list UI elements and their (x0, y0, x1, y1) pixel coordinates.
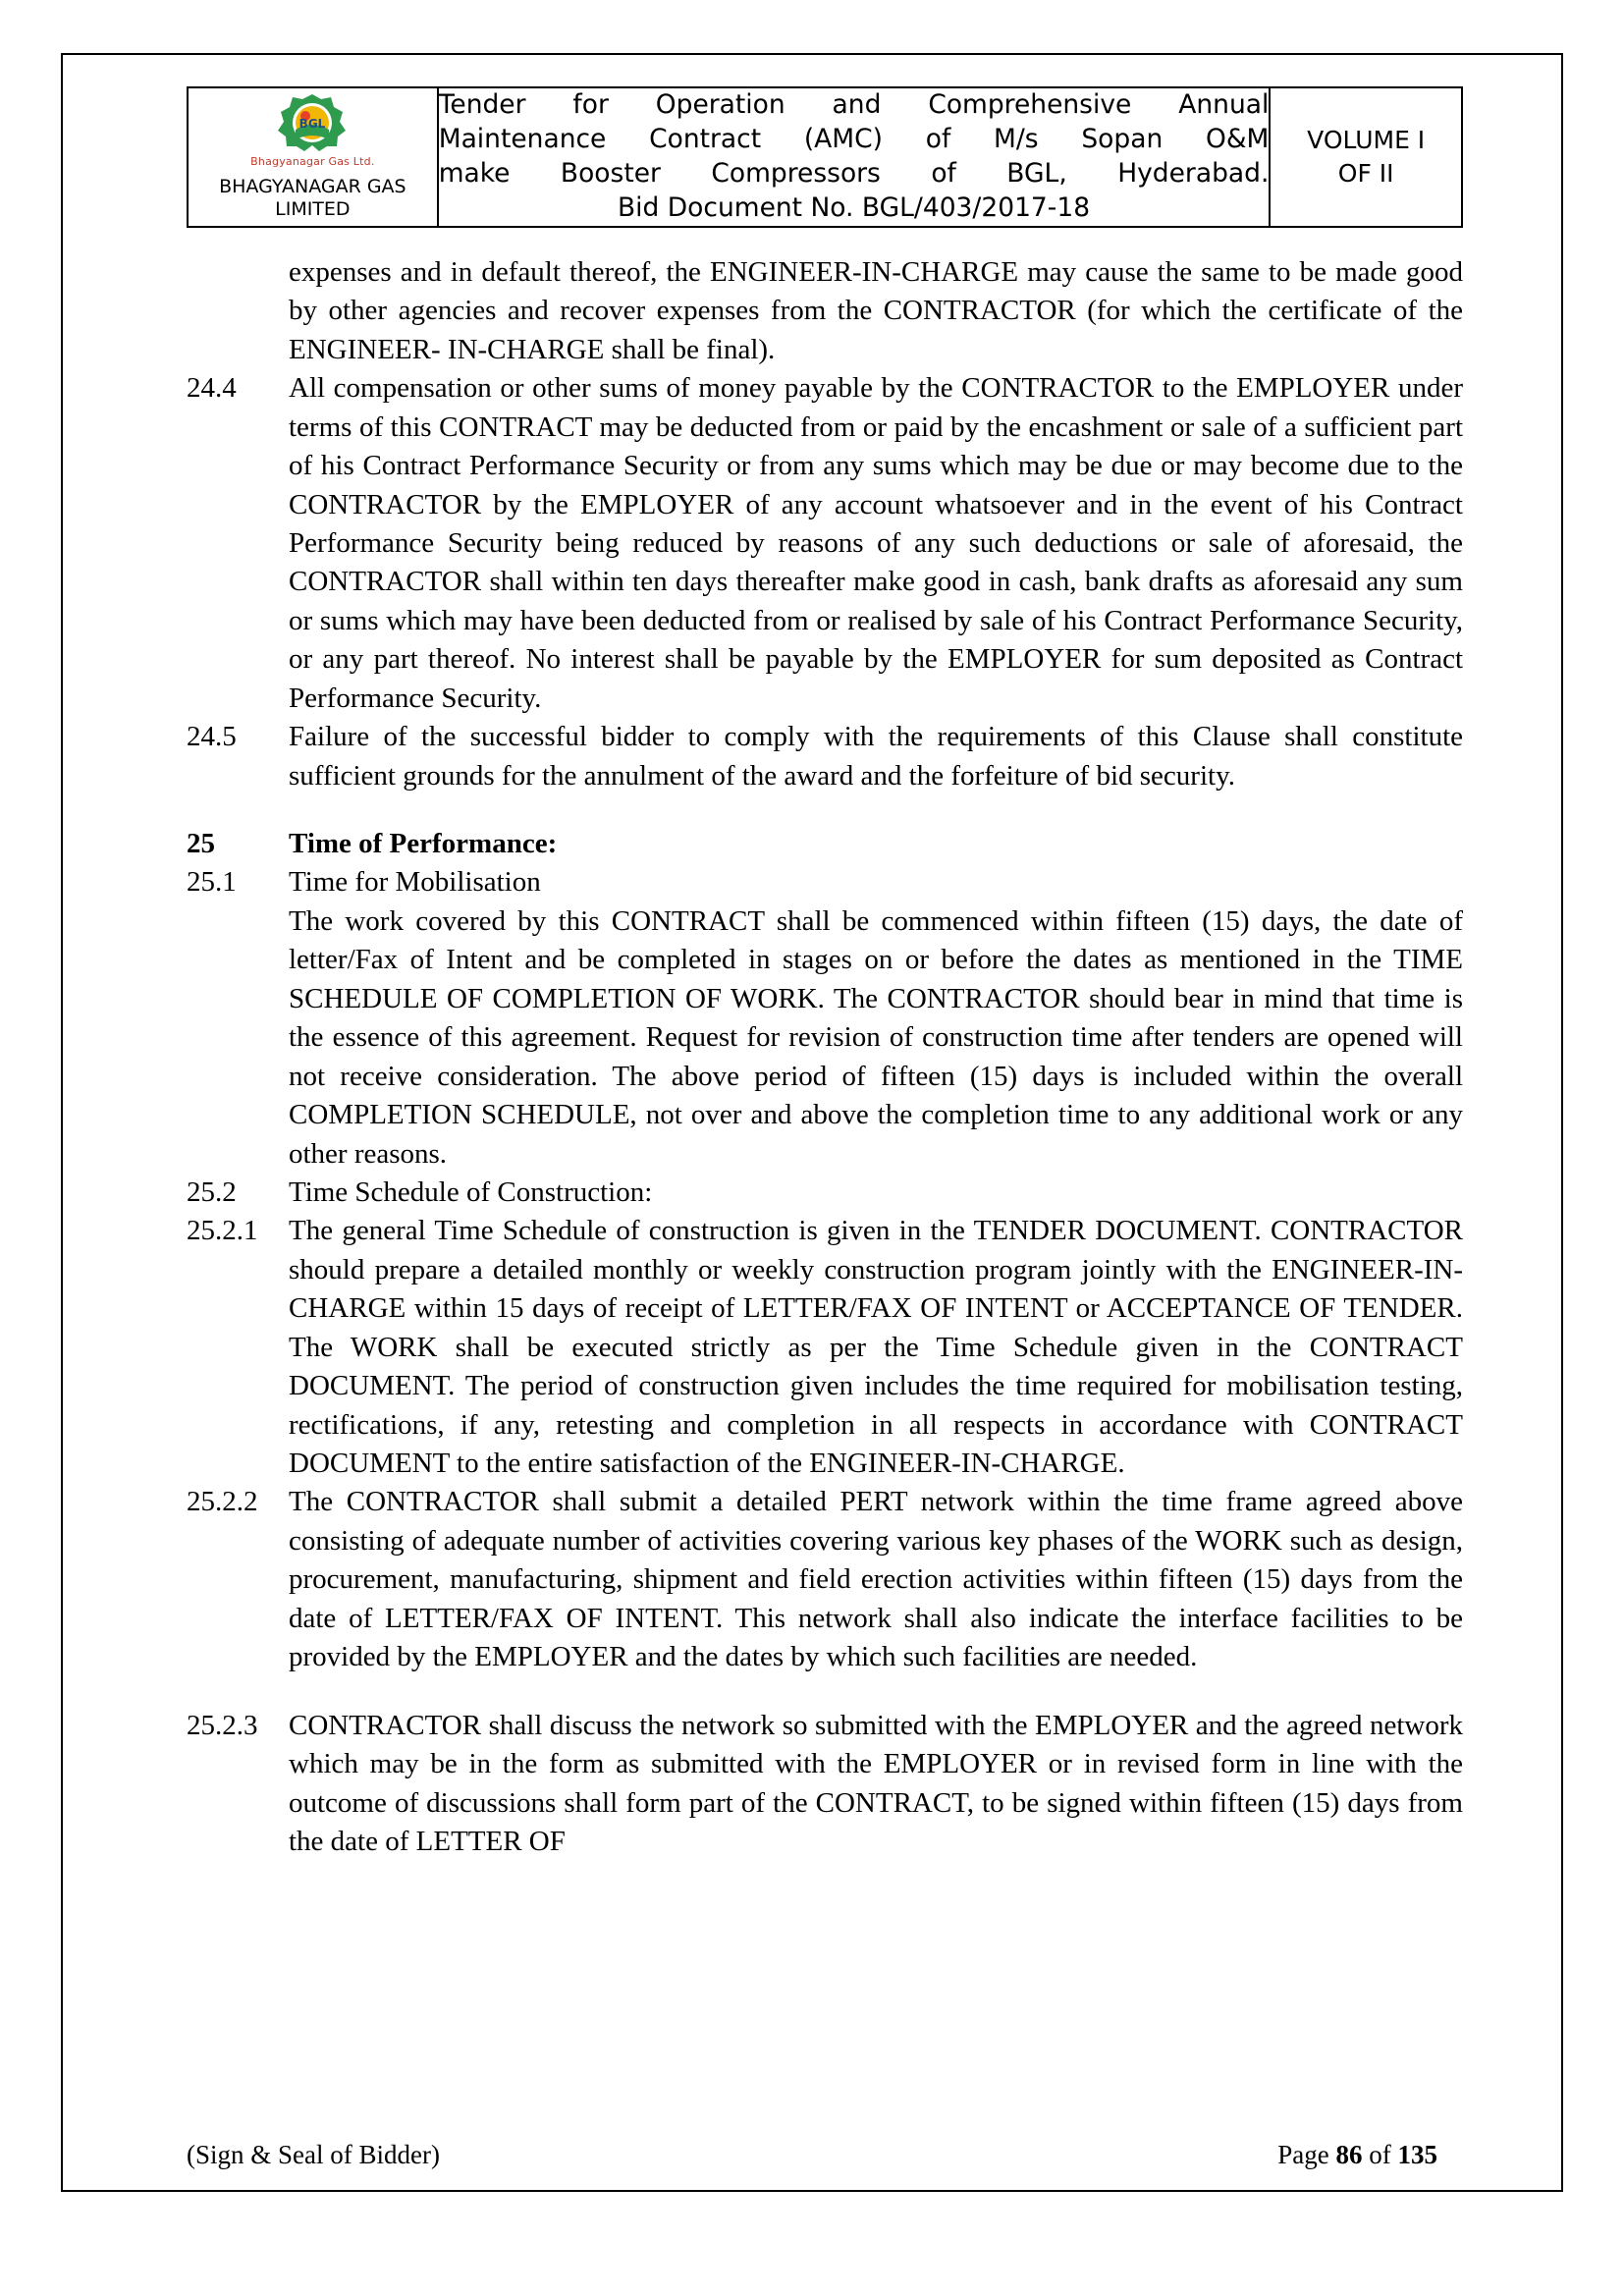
page-footer (187, 2140, 1437, 2170)
clause-25-1 (187, 863, 1463, 902)
section-number: 25 (187, 828, 215, 859)
clause-text: The CONTRACTOR shall submit a detailed PERT network within the time frame agreed above consisting of adequate number of activities covering various key phases of the WORK such as design, procurement, manufacturing, shipment and field erection activities within fifteen (15) days from the date of LETTER/FAX OF INTENT. This network shall also indicate the interface facilities to be provided by the EMPLOYER and the dates by which such facilities are needed. (289, 1486, 1463, 1673)
clause-number: 25.2.3 (187, 1709, 258, 1741)
logo-tagline: Bhagyanagar Gas Ltd. (250, 154, 375, 168)
section-title: Time of Performance: (289, 828, 558, 859)
clause-number: 25.2 (187, 1175, 237, 1208)
svg-text:BGL: BGL (299, 116, 326, 131)
paragraph-spacer-2 (187, 1677, 1463, 1707)
clause-number: 25.2.1 (187, 1215, 258, 1247)
clause-text: The work covered by this CONTRACT shall be commenced within fifteen (15) days, the date of letter/Fax of Intent and be completed in stages on or before the dates as mentioned in the TIME SCHEDULE OF COMPLETION OF WORK. The CONTRACTOR should bear in mind that time is the essence of this agreement. Request for revision of construction time after tenders are opened will not receive consideration. The above period of fifteen (15) days is included within the overall COMPLETION SCHEDULE, not over and above the completion time to any additional work or any other reasons. (289, 904, 1463, 1170)
clause-25-2-2 (187, 1483, 1463, 1676)
section-heading-25 (187, 825, 1463, 863)
clause-25-2-3 (187, 1707, 1463, 1862)
logo-cell (188, 87, 438, 227)
clause-text: Time for Mobilisation (289, 866, 541, 899)
header-title-line1: Tender for Operation and Comprehensive Annual (438, 89, 1270, 120)
intro-paragraph (187, 253, 1463, 369)
footer-page-number (1277, 2140, 1437, 2170)
footer-sign-seal: (Sign & Seal of Bidder) (187, 2140, 440, 2169)
volume-line2: OF II (1337, 158, 1394, 188)
header-table (187, 86, 1463, 228)
clause-text: All compensation or other sums of money payable by the CONTRACTOR to the EMPLOYER under terms of this CONTRACT may be deducted from or paid by the encashment or sale of a sufficient part of his Contract Performance Security or from any sums which may be due or may become due to the CONTRACTOR by the EMPLOYER of any account whatsoever and in the event of his Contract Performance Security being reduced by reasons of any such deductions or sale of aforesaid, the CONTRACTOR shall within ten days thereafter make good in cash, bank drafts as aforesaid any sum or sums which may have been deducted from or realised by sale of his Contract Performance Security, or any part thereof. No interest shall be payable by the EMPLOYER for sum deposited as Contract Performance Security. (289, 372, 1463, 714)
clause-25-1-body (187, 902, 1463, 1174)
company-name-line1: BHAGYANAGAR GAS (219, 175, 406, 197)
clause-number: 25.2.2 (187, 1486, 258, 1518)
clause-number: 24.4 (187, 372, 237, 405)
header-bid-document-no: Bid Document No. BGL/403/2017-18 (617, 191, 1091, 223)
clause-text: The general Time Schedule of construction is given in the TENDER DOCUMENT. CONTRACTOR should prepare a detailed monthly or weekly construction program jointly with the ENGINEER-IN-CHARGE within 15 days of receipt of LETTER/FAX OF INTENT or ACCEPTANCE OF TENDER. The WORK shall be executed strictly as per the Time Schedule given in the CONTRACT DOCUMENT. The period of construction given includes the time required for mobilisation testing, rectifications, if any, retesting and completion in all respects in accordance with CONTRACT DOCUMENT to the entire satisfaction of the ENGINEER-IN-CHARGE. (289, 1215, 1463, 1479)
header-volume-cell (1270, 87, 1462, 227)
header-title-cell (438, 87, 1271, 227)
footer-total-pages: 135 (1397, 2140, 1437, 2169)
footer-page-value: 86 (1335, 2140, 1363, 2169)
page-content (187, 86, 1463, 1861)
volume-line1: VOLUME I (1307, 126, 1426, 155)
clause-24-4 (187, 369, 1463, 718)
clause-24-5 (187, 718, 1463, 795)
clause-number: 25.1 (187, 866, 237, 899)
clause-text: Time Schedule of Construction: (289, 1175, 653, 1208)
paragraph-spacer (187, 795, 1463, 825)
header-title-line3: make Booster Compressors of BGL, Hyderabad. (438, 157, 1270, 189)
header-title-line2: Maintenance Contract (AMC) of M/s Sopan O&M (438, 123, 1270, 154)
bgl-logo-icon (270, 92, 354, 153)
clause-number: 24.5 (187, 721, 237, 753)
company-name-line2: LIMITED (275, 198, 351, 221)
document-body (187, 253, 1463, 1862)
footer-page-label: Page (1277, 2140, 1329, 2169)
footer-of-label: of (1369, 2140, 1391, 2169)
clause-25-2-1 (187, 1212, 1463, 1483)
clause-text: Failure of the successful bidder to comply with the requirements of this Clause shall constitute sufficient grounds for the annulment of the award and the forfeiture of bid security. (289, 721, 1463, 792)
intro-text: expenses and in default thereof, the ENGINEER-IN-CHARGE may cause the same to be made good by other agencies and recover expenses from the CONTRACTOR (for which the certificate of the ENGINEER- IN-CHARGE shall be final). (289, 255, 1463, 365)
clause-25-2 (187, 1174, 1463, 1212)
clause-text: CONTRACTOR shall discuss the network so submitted with the EMPLOYER and the agreed network which may be in the form as submitted with the EMPLOYER or in revised form in line with the outcome of discussions shall form part of the CONTRACT, to be signed within fifteen (15) days from the date of LETTER OF (289, 1709, 1463, 1857)
